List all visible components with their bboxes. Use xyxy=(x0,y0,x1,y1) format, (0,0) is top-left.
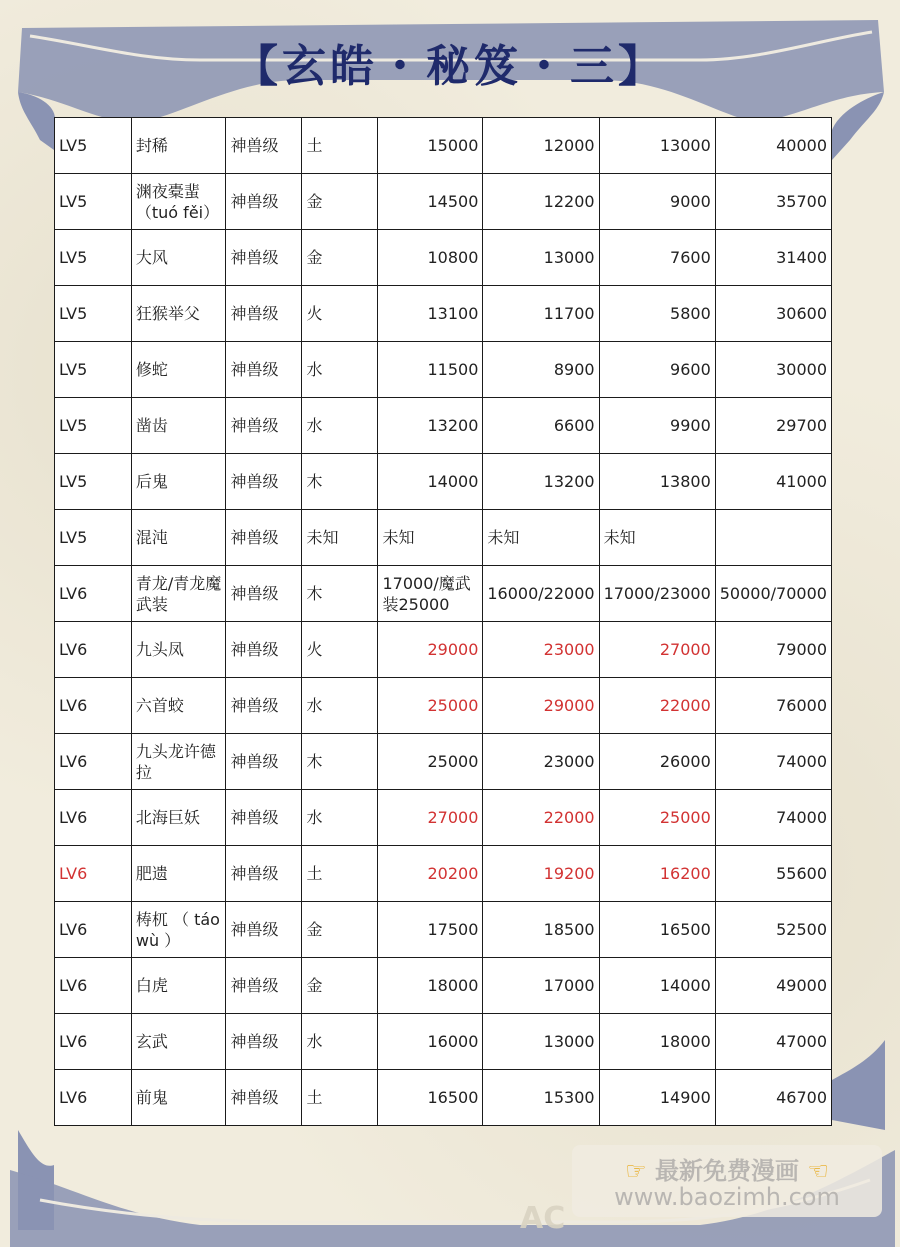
cell-level: LV5 xyxy=(55,398,132,454)
cell-v3: 26000 xyxy=(599,734,715,790)
cell-element: 木 xyxy=(302,566,378,622)
cell-grade: 神兽级 xyxy=(226,1070,302,1126)
cell-total: 55600 xyxy=(715,846,831,902)
cell-grade: 神兽级 xyxy=(226,510,302,566)
cell-grade: 神兽级 xyxy=(226,958,302,1014)
svg-text:AC: AC xyxy=(520,1201,566,1236)
cell-v1: 18000 xyxy=(378,958,483,1014)
cell-v2: 22000 xyxy=(483,790,599,846)
cell-total: 40000 xyxy=(715,118,831,174)
cell-v2: 23000 xyxy=(483,622,599,678)
cell-grade: 神兽级 xyxy=(226,566,302,622)
cell-level: LV6 xyxy=(55,1070,132,1126)
table-row xyxy=(55,118,832,174)
cell-element: 水 xyxy=(302,790,378,846)
table-row xyxy=(55,510,832,566)
cell-level: LV6 xyxy=(55,958,132,1014)
cell-v3: 16500 xyxy=(599,902,715,958)
cell-v3: 13800 xyxy=(599,454,715,510)
cell-name: 封稀 xyxy=(131,118,226,174)
cell-grade: 神兽级 xyxy=(226,902,302,958)
cell-grade: 神兽级 xyxy=(226,734,302,790)
cell-grade: 神兽级 xyxy=(226,398,302,454)
cell-name: 后鬼 xyxy=(131,454,226,510)
table-row xyxy=(55,1014,832,1070)
cell-total: 76000 xyxy=(715,678,831,734)
cell-grade: 神兽级 xyxy=(226,846,302,902)
table-row xyxy=(55,174,832,230)
cell-name: 青龙/青龙魔武装 xyxy=(131,566,226,622)
cell-v2: 未知 xyxy=(483,510,599,566)
cell-element: 金 xyxy=(302,902,378,958)
cell-grade: 神兽级 xyxy=(226,678,302,734)
cell-name: 修蛇 xyxy=(131,342,226,398)
cell-element: 土 xyxy=(302,1070,378,1126)
cell-element: 水 xyxy=(302,398,378,454)
cell-grade: 神兽级 xyxy=(226,286,302,342)
cell-v2: 19200 xyxy=(483,846,599,902)
cell-element: 金 xyxy=(302,958,378,1014)
cell-name: 九头龙许德拉 xyxy=(131,734,226,790)
cell-name: 前鬼 xyxy=(131,1070,226,1126)
cell-element: 未知 xyxy=(302,510,378,566)
cell-total: 79000 xyxy=(715,622,831,678)
cell-v2: 12000 xyxy=(483,118,599,174)
cell-grade: 神兽级 xyxy=(226,622,302,678)
table-row xyxy=(55,790,832,846)
cell-total: 47000 xyxy=(715,1014,831,1070)
cell-name: 渊夜橐蜚 （tuó fěi） xyxy=(131,174,226,230)
cell-element: 金 xyxy=(302,230,378,286)
cell-v2: 18500 xyxy=(483,902,599,958)
cell-total: 31400 xyxy=(715,230,831,286)
cell-v2: 23000 xyxy=(483,734,599,790)
cell-v3: 9600 xyxy=(599,342,715,398)
cell-level: LV5 xyxy=(55,174,132,230)
cell-element: 火 xyxy=(302,286,378,342)
cell-v1: 10800 xyxy=(378,230,483,286)
cell-name: 梼杌 （ táo wù ） xyxy=(131,902,226,958)
cell-v1: 25000 xyxy=(378,734,483,790)
cell-name: 玄武 xyxy=(131,1014,226,1070)
cell-v3: 22000 xyxy=(599,678,715,734)
cell-level: LV6 xyxy=(55,734,132,790)
cell-v1: 11500 xyxy=(378,342,483,398)
cell-v1: 14000 xyxy=(378,454,483,510)
cell-v3: 9900 xyxy=(599,398,715,454)
cell-grade: 神兽级 xyxy=(226,790,302,846)
cell-level: LV6 xyxy=(55,678,132,734)
cell-v1: 16000 xyxy=(378,1014,483,1070)
cell-grade: 神兽级 xyxy=(226,118,302,174)
cell-v2: 29000 xyxy=(483,678,599,734)
cell-v1: 25000 xyxy=(378,678,483,734)
cell-v1: 未知 xyxy=(378,510,483,566)
cell-v3: 27000 xyxy=(599,622,715,678)
cell-level: LV6 xyxy=(55,622,132,678)
cell-level: LV6 xyxy=(55,790,132,846)
cell-element: 木 xyxy=(302,734,378,790)
cell-v3: 18000 xyxy=(599,1014,715,1070)
cell-total xyxy=(715,510,831,566)
cell-level: LV5 xyxy=(55,342,132,398)
cell-grade: 神兽级 xyxy=(226,230,302,286)
beast-stats-table xyxy=(54,117,832,1126)
cell-v3: 5800 xyxy=(599,286,715,342)
table-row xyxy=(55,902,832,958)
cell-v3: 14900 xyxy=(599,1070,715,1126)
cell-name: 凿齿 xyxy=(131,398,226,454)
cell-v1: 27000 xyxy=(378,790,483,846)
cell-v1: 14500 xyxy=(378,174,483,230)
cell-level: LV5 xyxy=(55,118,132,174)
cell-v3: 16200 xyxy=(599,846,715,902)
table-row xyxy=(55,734,832,790)
cell-v3: 25000 xyxy=(599,790,715,846)
cell-v3: 7600 xyxy=(599,230,715,286)
cell-v2: 15300 xyxy=(483,1070,599,1126)
cell-name: 狂猴举父 xyxy=(131,286,226,342)
cell-v2: 16000/22000 xyxy=(483,566,599,622)
cell-name: 北海巨妖 xyxy=(131,790,226,846)
table-row xyxy=(55,958,832,1014)
cell-v1: 20200 xyxy=(378,846,483,902)
cell-name: 大风 xyxy=(131,230,226,286)
pointing-hand-icon: ☜ xyxy=(807,1157,829,1185)
cell-name: 九头凤 xyxy=(131,622,226,678)
cell-level: LV6 xyxy=(55,846,132,902)
cell-element: 土 xyxy=(302,118,378,174)
cell-v2: 13000 xyxy=(483,1014,599,1070)
cell-grade: 神兽级 xyxy=(226,454,302,510)
cell-v2: 11700 xyxy=(483,286,599,342)
cell-total: 49000 xyxy=(715,958,831,1014)
table-row xyxy=(55,622,832,678)
cell-total: 30600 xyxy=(715,286,831,342)
table-row xyxy=(55,678,832,734)
cell-v1: 29000 xyxy=(378,622,483,678)
cell-grade: 神兽级 xyxy=(226,342,302,398)
table-row xyxy=(55,1070,832,1126)
cell-level: LV5 xyxy=(55,286,132,342)
table-row xyxy=(55,846,832,902)
cell-element: 水 xyxy=(302,342,378,398)
table-row xyxy=(55,342,832,398)
cell-v3: 13000 xyxy=(599,118,715,174)
cell-name: 混沌 xyxy=(131,510,226,566)
cell-v3: 9000 xyxy=(599,174,715,230)
watermark-line1 xyxy=(572,1151,882,1186)
cell-total: 35700 xyxy=(715,174,831,230)
cell-name: 肥遗 xyxy=(131,846,226,902)
cell-level: LV6 xyxy=(55,1014,132,1070)
watermark-line1-text: 最新免费漫画 xyxy=(655,1157,799,1185)
cell-element: 木 xyxy=(302,454,378,510)
cell-level: LV5 xyxy=(55,454,132,510)
table-row xyxy=(55,454,832,510)
cell-v2: 8900 xyxy=(483,342,599,398)
cell-v3: 17000/23000 xyxy=(599,566,715,622)
cell-element: 火 xyxy=(302,622,378,678)
cell-element: 金 xyxy=(302,174,378,230)
cell-v1: 13200 xyxy=(378,398,483,454)
cell-total: 50000/70000 xyxy=(715,566,831,622)
cell-level: LV5 xyxy=(55,230,132,286)
cell-total: 46700 xyxy=(715,1070,831,1126)
cell-total: 74000 xyxy=(715,734,831,790)
cell-name: 六首蛟 xyxy=(131,678,226,734)
cell-v1: 13100 xyxy=(378,286,483,342)
cell-element: 土 xyxy=(302,846,378,902)
watermark-line2: www.baozimh.com xyxy=(614,1183,840,1211)
table-row xyxy=(55,286,832,342)
cell-total: 74000 xyxy=(715,790,831,846)
cell-v2: 6600 xyxy=(483,398,599,454)
cell-v2: 13200 xyxy=(483,454,599,510)
cell-v3: 未知 xyxy=(599,510,715,566)
cell-level: LV6 xyxy=(55,566,132,622)
table-row xyxy=(55,566,832,622)
cell-name: 白虎 xyxy=(131,958,226,1014)
cell-element: 水 xyxy=(302,1014,378,1070)
cell-total: 41000 xyxy=(715,454,831,510)
site-watermark xyxy=(572,1145,882,1217)
table-row xyxy=(55,398,832,454)
cell-v2: 12200 xyxy=(483,174,599,230)
cell-total: 52500 xyxy=(715,902,831,958)
cell-v3: 14000 xyxy=(599,958,715,1014)
cell-total: 30000 xyxy=(715,342,831,398)
cell-grade: 神兽级 xyxy=(226,1014,302,1070)
cell-element: 水 xyxy=(302,678,378,734)
cell-level: LV6 xyxy=(55,902,132,958)
cell-v1: 17500 xyxy=(378,902,483,958)
pointing-hand-icon: ☞ xyxy=(625,1157,647,1185)
cell-v2: 13000 xyxy=(483,230,599,286)
page-title: 【玄皓・秘笈・三】 xyxy=(234,41,666,92)
cell-v1: 15000 xyxy=(378,118,483,174)
cell-v1: 16500 xyxy=(378,1070,483,1126)
cell-v1: 17000/魔武装25000 xyxy=(378,566,483,622)
cell-total: 29700 xyxy=(715,398,831,454)
cell-grade: 神兽级 xyxy=(226,174,302,230)
table-row xyxy=(55,230,832,286)
cell-v2: 17000 xyxy=(483,958,599,1014)
cell-level: LV5 xyxy=(55,510,132,566)
